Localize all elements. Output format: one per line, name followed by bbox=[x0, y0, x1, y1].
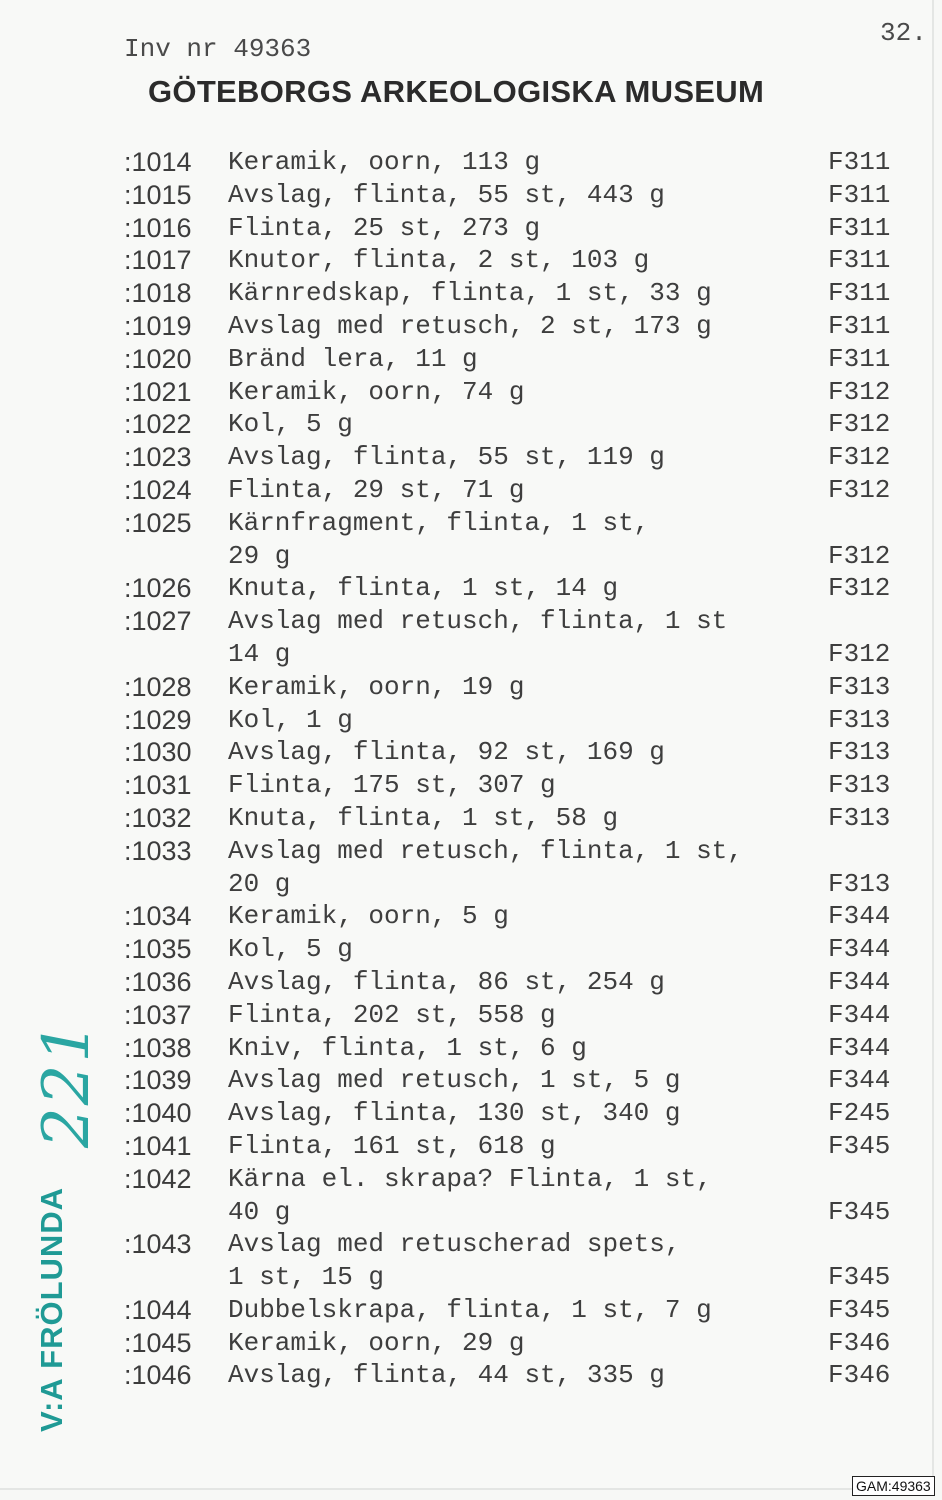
inventory-number: Inv nr 49363 bbox=[124, 34, 312, 64]
entry-row bbox=[0, 999, 942, 1032]
entry-code: F311 bbox=[828, 343, 891, 374]
entry-description: Flinta, 202 st, 558 g bbox=[228, 999, 556, 1030]
entry-description: Avslag, flinta, 130 st, 340 g bbox=[228, 1098, 681, 1129]
entry-description: Avslag med retusch, 1 st, 5 g bbox=[228, 1065, 681, 1096]
entry-row bbox=[0, 704, 942, 737]
entry-row bbox=[0, 540, 942, 573]
entry-number: :1046 bbox=[124, 1360, 192, 1391]
entry-number: :1043 bbox=[124, 1229, 192, 1260]
entry-row bbox=[0, 1097, 942, 1130]
entry-row bbox=[0, 1327, 942, 1360]
entry-code: F344 bbox=[828, 901, 891, 932]
entry-description: 20 g bbox=[228, 868, 291, 899]
entry-row bbox=[0, 900, 942, 933]
location-stamp: V:A FRÖLUNDA bbox=[34, 1186, 69, 1432]
entry-number: :1018 bbox=[124, 278, 192, 309]
entry-description: Knuta, flinta, 1 st, 58 g bbox=[228, 802, 619, 833]
entry-code: F312 bbox=[828, 376, 891, 407]
entry-row bbox=[0, 802, 942, 835]
entry-number: :1033 bbox=[124, 835, 192, 866]
entry-code: F245 bbox=[828, 1098, 891, 1129]
entry-number: :1040 bbox=[124, 1098, 192, 1129]
entry-row bbox=[0, 1163, 942, 1196]
entry-description: Avslag med retusch, flinta, 1 st bbox=[228, 606, 728, 637]
entry-description: Kol, 1 g bbox=[228, 704, 353, 735]
entry-code: F311 bbox=[828, 147, 891, 177]
entry-number: :1020 bbox=[124, 343, 192, 374]
entry-description: Avslag, flinta, 86 st, 254 g bbox=[228, 966, 665, 997]
entry-description: Kärnfragment, flinta, 1 st, bbox=[228, 507, 650, 538]
entry-row bbox=[0, 277, 942, 310]
entry-row bbox=[0, 1196, 942, 1229]
entry-row bbox=[0, 736, 942, 769]
entry-code: F313 bbox=[828, 671, 891, 702]
entry-number: :1028 bbox=[124, 671, 192, 702]
entry-description: Keramik, oorn, 74 g bbox=[228, 376, 525, 407]
entry-description: Kol, 5 g bbox=[228, 409, 353, 440]
entry-description: Kärna el. skrapa? Flinta, 1 st, bbox=[228, 1163, 712, 1194]
entry-description: Flinta, 29 st, 71 g bbox=[228, 474, 525, 505]
entry-description: 1 st, 15 g bbox=[228, 1262, 385, 1293]
entry-row bbox=[0, 179, 942, 212]
entry-row bbox=[0, 966, 942, 999]
entry-number: :1042 bbox=[124, 1163, 192, 1194]
entry-number: :1036 bbox=[124, 966, 192, 997]
entry-description: Avslag med retuscherad spets, bbox=[228, 1229, 681, 1260]
entry-description: Knuta, flinta, 1 st, 14 g bbox=[228, 573, 619, 604]
entry-code: F345 bbox=[828, 1262, 891, 1293]
entry-row bbox=[0, 441, 942, 474]
entry-description: Kärnredskap, flinta, 1 st, 33 g bbox=[228, 278, 712, 309]
entry-code: F312 bbox=[828, 442, 891, 473]
entry-code: F345 bbox=[828, 1196, 891, 1227]
entry-row bbox=[0, 474, 942, 507]
entry-description: Knutor, flinta, 2 st, 103 g bbox=[228, 245, 650, 276]
entry-code: F313 bbox=[828, 802, 891, 833]
entry-code: F313 bbox=[828, 737, 891, 768]
entry-row bbox=[0, 671, 942, 704]
entry-code: F311 bbox=[828, 278, 891, 309]
entry-code: F344 bbox=[828, 1065, 891, 1096]
entry-description: Avslag med retusch, flinta, 1 st, bbox=[228, 835, 743, 866]
entry-number: :1034 bbox=[124, 901, 192, 932]
entry-row bbox=[0, 310, 942, 343]
entry-number: :1031 bbox=[124, 770, 192, 801]
entry-row bbox=[0, 933, 942, 966]
entry-number: :1038 bbox=[124, 1032, 192, 1063]
entry-row bbox=[0, 1359, 942, 1392]
entry-number: :1035 bbox=[124, 934, 192, 965]
entry-row bbox=[0, 376, 942, 409]
entry-number: :1019 bbox=[124, 310, 192, 341]
entry-number: :1039 bbox=[124, 1065, 192, 1096]
entry-row bbox=[0, 769, 942, 802]
entry-code: F313 bbox=[828, 770, 891, 801]
entry-description: 29 g bbox=[228, 540, 291, 571]
entry-description: Avslag med retusch, 2 st, 173 g bbox=[228, 310, 712, 341]
entry-description: Keramik, oorn, 113 g bbox=[228, 147, 541, 177]
entry-row bbox=[0, 1228, 942, 1261]
entry-code: F345 bbox=[828, 1294, 891, 1325]
entry-description: Flinta, 161 st, 618 g bbox=[228, 1130, 556, 1161]
entry-row bbox=[0, 1064, 942, 1097]
entry-code: F344 bbox=[828, 934, 891, 965]
entry-description: Kol, 5 g bbox=[228, 934, 353, 965]
entry-description: Avslag, flinta, 55 st, 443 g bbox=[228, 179, 665, 210]
entry-list bbox=[0, 146, 942, 1392]
entry-row bbox=[0, 1130, 942, 1163]
entry-number: :1037 bbox=[124, 999, 192, 1030]
entry-number: :1030 bbox=[124, 737, 192, 768]
entry-row bbox=[0, 572, 942, 605]
entry-row bbox=[0, 605, 942, 638]
entry-number: :1023 bbox=[124, 442, 192, 473]
entry-description: Avslag, flinta, 92 st, 169 g bbox=[228, 737, 665, 768]
entry-description: Bränd lera, 11 g bbox=[228, 343, 478, 374]
entry-row bbox=[0, 212, 942, 245]
entry-description: Avslag, flinta, 55 st, 119 g bbox=[228, 442, 665, 473]
entry-row bbox=[0, 507, 942, 540]
entry-row bbox=[0, 638, 942, 671]
entry-number: :1025 bbox=[124, 507, 192, 538]
entry-description: 40 g bbox=[228, 1196, 291, 1227]
entry-number: :1044 bbox=[124, 1294, 192, 1325]
entry-row bbox=[0, 343, 942, 376]
entry-code: F313 bbox=[828, 704, 891, 735]
entry-number: :1045 bbox=[124, 1327, 192, 1358]
entry-number: :1041 bbox=[124, 1130, 192, 1161]
entry-number: :1021 bbox=[124, 376, 192, 407]
entry-description: 14 g bbox=[228, 638, 291, 669]
entry-code: F311 bbox=[828, 245, 891, 276]
entry-code: F344 bbox=[828, 1032, 891, 1063]
entry-code: F344 bbox=[828, 999, 891, 1030]
museum-title: GÖTEBORGS ARKEOLOGISKA MUSEUM bbox=[148, 74, 765, 109]
entry-code: F346 bbox=[828, 1327, 891, 1358]
entry-code: F346 bbox=[828, 1360, 891, 1391]
entry-row bbox=[0, 1294, 942, 1327]
page-number: 32. bbox=[880, 18, 927, 48]
entry-row bbox=[0, 1032, 942, 1065]
entry-row bbox=[0, 1261, 942, 1294]
entry-number: :1014 bbox=[124, 147, 192, 177]
entry-description: Dubbelskrapa, flinta, 1 st, 7 g bbox=[228, 1294, 712, 1325]
entry-number: :1024 bbox=[124, 474, 192, 505]
entry-number: :1032 bbox=[124, 802, 192, 833]
entry-row bbox=[0, 244, 942, 277]
entry-number: :1015 bbox=[124, 179, 192, 210]
entry-code: F311 bbox=[828, 212, 891, 243]
entry-code: F312 bbox=[828, 573, 891, 604]
archive-label: GAM:49363 bbox=[852, 1476, 935, 1496]
entry-number: :1022 bbox=[124, 409, 192, 440]
entry-description: Keramik, oorn, 5 g bbox=[228, 901, 509, 932]
entry-number: :1016 bbox=[124, 212, 192, 243]
entry-code: F312 bbox=[828, 638, 891, 669]
entry-code: F344 bbox=[828, 966, 891, 997]
entry-description: Keramik, oorn, 19 g bbox=[228, 671, 525, 702]
entry-description: Flinta, 25 st, 273 g bbox=[228, 212, 541, 243]
entry-code: F312 bbox=[828, 540, 891, 571]
entry-number: :1029 bbox=[124, 704, 192, 735]
entry-description: Flinta, 175 st, 307 g bbox=[228, 770, 556, 801]
entry-number: :1027 bbox=[124, 606, 192, 637]
entry-description: Kniv, flinta, 1 st, 6 g bbox=[228, 1032, 587, 1063]
entry-code: F312 bbox=[828, 409, 891, 440]
entry-number: :1026 bbox=[124, 573, 192, 604]
handwritten-number: 221 bbox=[30, 1019, 104, 1148]
entry-code: F311 bbox=[828, 310, 891, 341]
entry-code: F312 bbox=[828, 474, 891, 505]
entry-row bbox=[0, 146, 942, 179]
entry-number: :1017 bbox=[124, 245, 192, 276]
entry-code: F311 bbox=[828, 179, 891, 210]
entry-row bbox=[0, 835, 942, 868]
entry-description: Avslag, flinta, 44 st, 335 g bbox=[228, 1360, 665, 1391]
entry-row bbox=[0, 868, 942, 901]
entry-code: F345 bbox=[828, 1130, 891, 1161]
entry-code: F313 bbox=[828, 868, 891, 899]
entry-row bbox=[0, 408, 942, 441]
entry-description: Keramik, oorn, 29 g bbox=[228, 1327, 525, 1358]
